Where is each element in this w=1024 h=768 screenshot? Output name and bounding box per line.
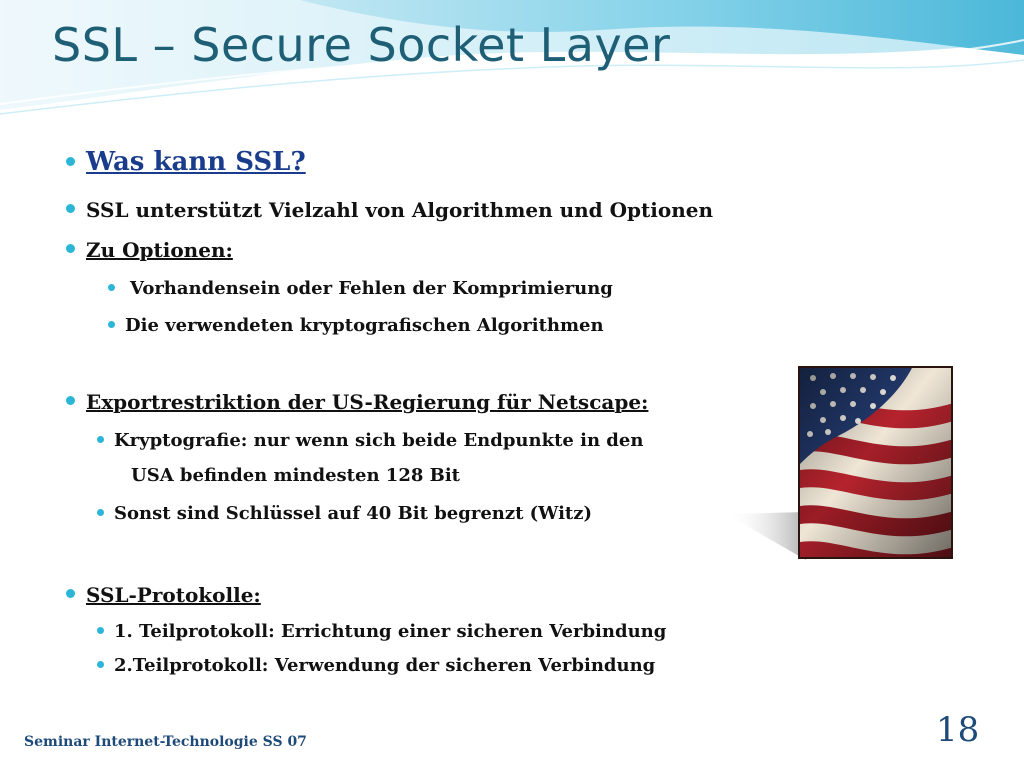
- bullet-dot-icon: [66, 589, 75, 598]
- sub-bullet-schluessel: [97, 503, 592, 524]
- bullet-dot-icon: [66, 157, 75, 166]
- bullet-dot-icon: [97, 509, 104, 516]
- sub-bullet-kryptografie: [97, 430, 643, 451]
- sub-bullet-text: Sonst sind Schlüssel auf 40 Bit begrenzt (Witz): [114, 503, 592, 524]
- was-kann-ssl-link[interactable]: Was kann SSL?: [86, 147, 306, 177]
- sub-bullet-text: Die verwendeten kryptografischen Algorithmen: [125, 315, 604, 336]
- sub-bullet-komprimierung: [108, 278, 613, 299]
- bullet-zu-optionen: [66, 238, 233, 262]
- bullet-dot-icon: [108, 284, 115, 291]
- slide-footer: Seminar Internet-Technologie SS 07: [24, 734, 307, 750]
- sub-bullet-text: 2.Teilprotokoll: Verwendung der sicheren Verbindung: [114, 655, 656, 676]
- bullet-dot-icon: [66, 204, 75, 213]
- sub-bullet-algorithmen: [108, 315, 604, 336]
- sub-bullet-continuation: [131, 465, 460, 486]
- sub-bullet-teilprotokoll-2: [97, 655, 655, 676]
- sub-bullet-text: USA befinden mindesten 128 Bit: [131, 465, 461, 486]
- bullet-text: SSL-Protokolle:: [86, 583, 261, 607]
- bullet-dot-icon: [66, 396, 75, 405]
- bullet-ssl-protokolle: [66, 583, 261, 607]
- page-number: 18: [936, 710, 980, 750]
- sub-bullet-text: 1. Teilprotokoll: Errichtung einer sicheren Verbindung: [114, 621, 667, 642]
- slide-title: SSL – Secure Socket Layer: [52, 18, 671, 72]
- sub-bullet-text: Kryptografie: nur wenn sich beide Endpunkte in den: [114, 430, 644, 451]
- bullet-dot-icon: [97, 661, 104, 668]
- image-shadow: [726, 512, 806, 562]
- bullet-dot-icon: [97, 436, 104, 443]
- american-flag-image: [798, 366, 953, 559]
- sub-bullet-text: Vorhandensein oder Fehlen der Komprimierung: [130, 278, 613, 299]
- bullet-dot-icon: [97, 627, 104, 634]
- bullet-exportrestriktion: [66, 390, 648, 414]
- bullet-ssl-unterstuetzt: [66, 198, 713, 222]
- bullet-dot-icon: [108, 321, 115, 328]
- bullet-was-kann-ssl: [66, 147, 306, 177]
- sub-bullet-teilprotokoll-1: [97, 621, 666, 642]
- bullet-text: SSL unterstützt Vielzahl von Algorithmen und Optionen: [86, 198, 714, 222]
- bullet-text: Zu Optionen:: [86, 238, 233, 262]
- bullet-dot-icon: [66, 244, 75, 253]
- bullet-text: Exportrestriktion der US-Regierung für Netscape:: [86, 390, 649, 414]
